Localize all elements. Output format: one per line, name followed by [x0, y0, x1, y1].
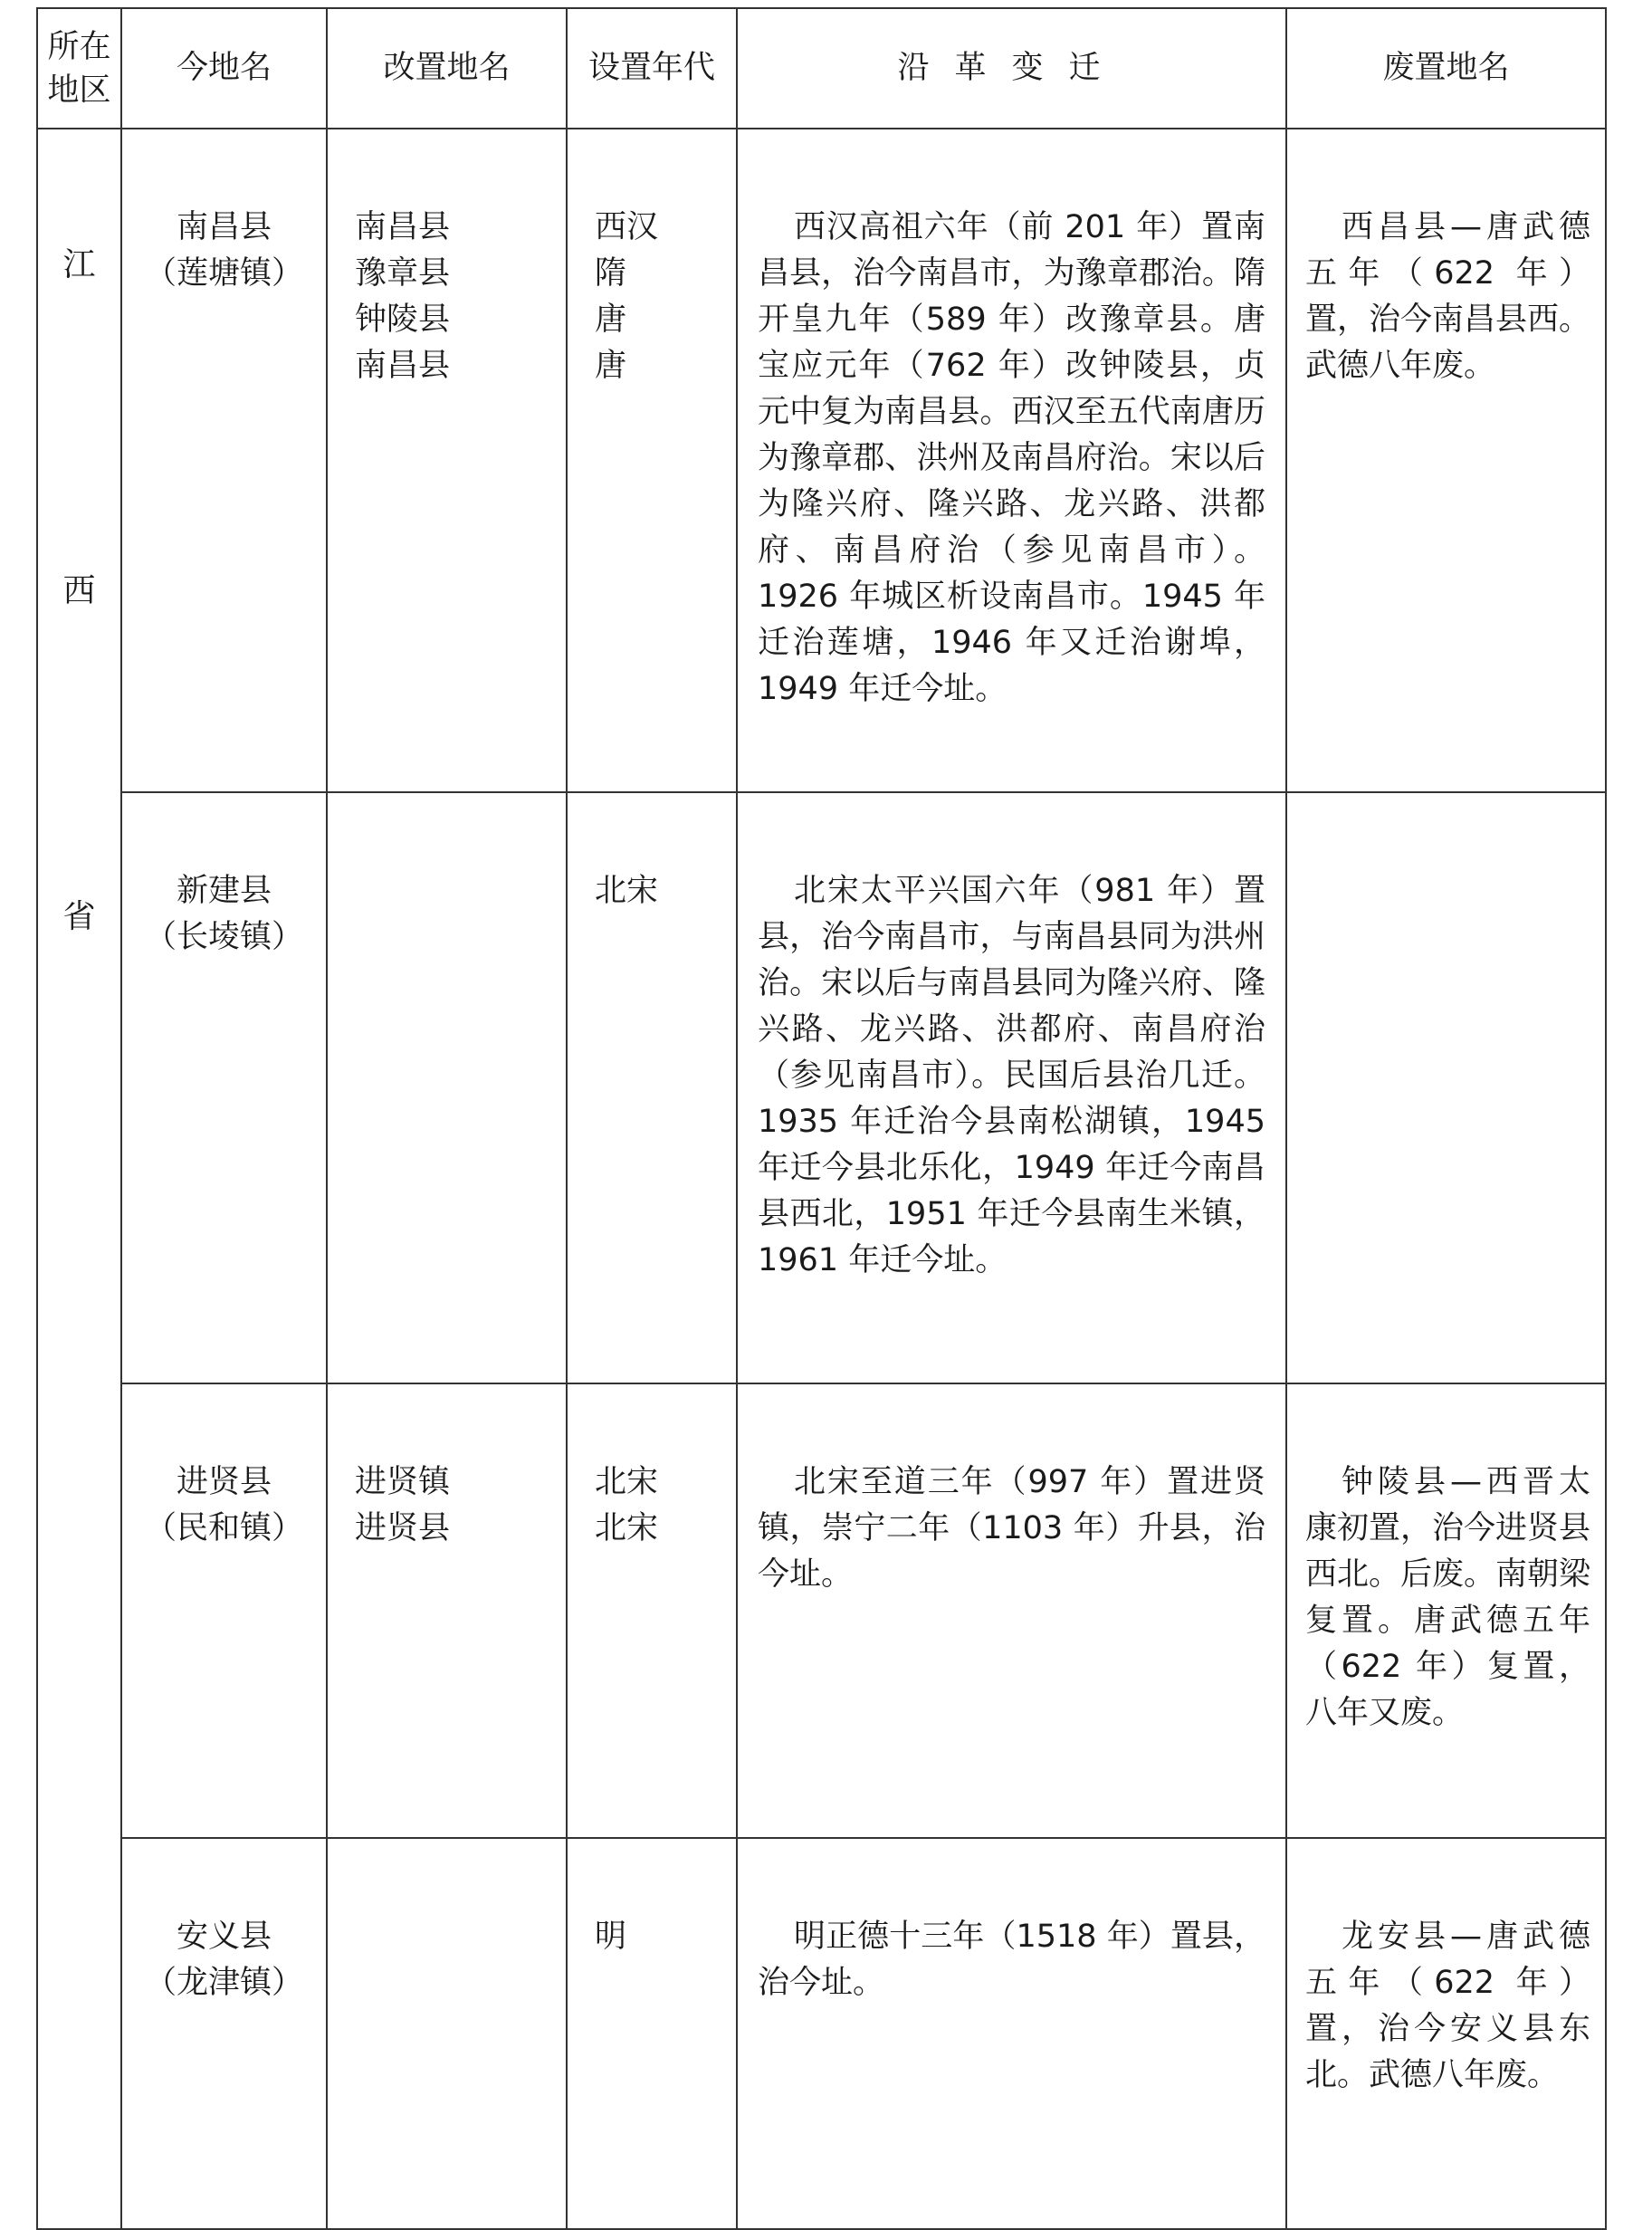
abolished-cell [1286, 129, 1606, 792]
abolished-cell [1286, 1838, 1606, 2229]
changed-names-cell [327, 792, 567, 1383]
history-text: 明正德十三年（1518 年）置县，治今址。 [758, 1919, 1265, 2001]
county-seat: （莲塘镇） [144, 255, 303, 292]
county-seat: （长堎镇） [144, 919, 303, 955]
history-cell [737, 129, 1286, 792]
era: 唐 [595, 348, 627, 384]
region-cell [37, 129, 121, 2229]
abolished-text: 西昌县—唐武德五年（622 年）置，治今南昌县西。武德八年废。 [1305, 209, 1591, 384]
era-cell [567, 1383, 737, 1838]
gazetteer-table [36, 7, 1607, 2230]
region-char: 江 [62, 246, 96, 283]
header-changed-name: 改置地名 [327, 8, 567, 129]
era: 北宋 [595, 873, 659, 909]
era: 隋 [595, 255, 627, 292]
era: 北宋 [595, 1510, 659, 1546]
era-cell [567, 792, 737, 1383]
abolished-cell [1286, 792, 1606, 1383]
era: 明 [595, 1919, 627, 1955]
history-cell [737, 1838, 1286, 2229]
era-cell [567, 1838, 737, 2229]
region-char: 省 [62, 898, 96, 935]
current-name-cell [121, 1383, 327, 1838]
county-seat: （民和镇） [144, 1510, 303, 1546]
changed-names-cell [327, 129, 567, 792]
table-row [37, 129, 1606, 792]
history-text: 北宋至道三年（997 年）置进贤镇，崇宁二年（1103 年）升县，治今址。 [758, 1464, 1265, 1593]
table-row [37, 792, 1606, 1383]
header-current-name: 今地名 [121, 8, 327, 129]
abolished-cell [1286, 1383, 1606, 1838]
current-name-cell [121, 1838, 327, 2229]
abolished-text: 钟陵县—西晋太康初置，治今进贤县西北。后废。南朝梁复置。唐武德五年（622 年）复置，八年又废。 [1305, 1464, 1591, 1731]
history-cell [737, 1383, 1286, 1838]
changed-names-cell [327, 1838, 567, 2229]
header-row [37, 8, 1606, 129]
header-abolished: 废置地名 [1286, 8, 1606, 129]
region-char: 西 [62, 572, 96, 609]
changed-names-cell [327, 1383, 567, 1838]
header-region-line2: 地区 [47, 72, 111, 109]
history-cell [737, 792, 1286, 1383]
changed-name: 进贤镇 [355, 1464, 451, 1500]
changed-name: 钟陵县 [355, 301, 451, 338]
changed-name: 南昌县 [355, 209, 451, 245]
era: 西汉 [595, 209, 659, 245]
header-region [37, 8, 121, 129]
changed-name: 南昌县 [355, 348, 451, 384]
era-cell [567, 129, 737, 792]
current-name-cell [121, 792, 327, 1383]
abolished-text: 龙安县—唐武德五年（622 年）置，治今安义县东北。武德八年废。 [1305, 1919, 1590, 2093]
table-row [37, 1838, 1606, 2229]
changed-name: 豫章县 [355, 255, 451, 292]
header-established: 设置年代 [567, 8, 737, 129]
county-seat: （龙津镇） [144, 1965, 303, 2001]
era: 北宋 [595, 1464, 659, 1500]
era: 唐 [595, 301, 627, 338]
header-history: 沿革变迁 [737, 8, 1286, 129]
current-name-cell [121, 129, 327, 792]
current-name: 进贤县 [176, 1464, 272, 1500]
history-text: 西汉高祖六年（前 201 年）置南昌县，治今南昌市，为豫章郡治。隋开皇九年（589 年）改豫章县。唐宝应元年（762 年）改钟陵县，贞元中复为南昌县。西汉至五代南唐历为豫章郡、洪州及南昌府治。宋以后为隆兴府、隆兴路、龙兴路、洪都府、南昌府治（参见南昌市）。1926 年城区析设南昌市。1945 年迁治莲塘，1946 年又迁治谢埠，1949 年迁今址。 [758, 209, 1265, 707]
current-name: 安义县 [176, 1919, 272, 1955]
history-text: 北宋太平兴国六年（981 年）置县，治今南昌市，与南昌县同为洪州治。宋以后与南昌县同为隆兴府、隆兴路、龙兴路、洪都府、南昌府治（参见南昌市）。民国后县治几迁。1935 年迁治今县南松湖镇，1945 年迁今县北乐化，1949 年迁今南昌县西北，1951 年迁今县南生米镇，1961 年迁今址。 [758, 873, 1265, 1278]
changed-name: 进贤县 [355, 1510, 451, 1546]
table-row [37, 1383, 1606, 1838]
current-name: 新建县 [176, 873, 272, 909]
header-region-line1: 所在 [47, 28, 111, 65]
current-name: 南昌县 [176, 209, 272, 245]
